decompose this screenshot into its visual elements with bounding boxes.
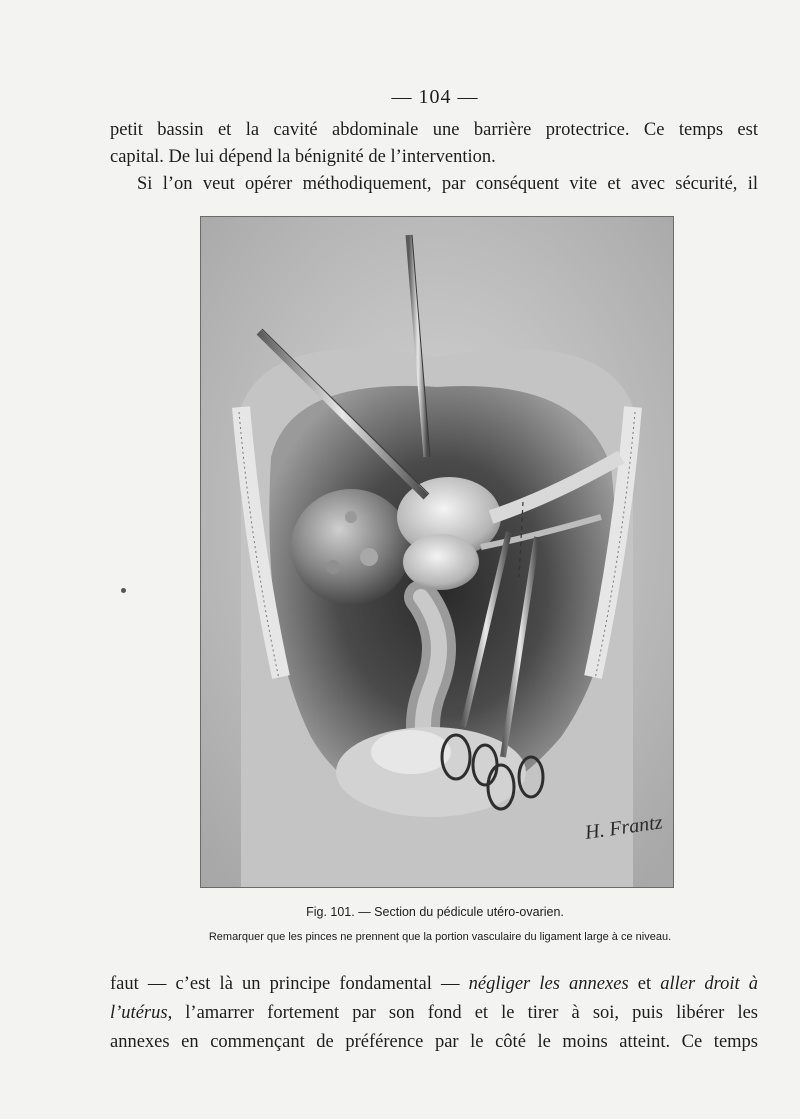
- figure-caption-title: Fig. 101. — Section du pédicule utéro-ovarien.: [306, 905, 564, 919]
- paragraph-3-line-1-text-a: faut — c’est là un principe fondamental —: [110, 974, 469, 994]
- paragraph-3-line-2: [110, 999, 758, 1028]
- paragraph-3-line-1: [110, 970, 758, 999]
- paragraph-3-line-1-text-b: et: [628, 974, 661, 994]
- surgical-illustration: [200, 216, 674, 888]
- paragraph-2: [110, 171, 758, 198]
- paragraph-3-line-2-text: , l’amarrer fortement par son fond et le tirer à soi, puis libérer les: [167, 1003, 758, 1023]
- paragraph-3: [110, 970, 758, 1057]
- paragraph-2-line-1: Si l’on veut opérer méthodiquement, par conséquent vite et avec sécurité, il: [137, 174, 758, 194]
- emphasis-negliger: négliger les annexes: [468, 974, 629, 994]
- emphasis-aller-droit: aller droit à: [660, 974, 758, 994]
- paragraph-1-line-2: capital. De lui dépend la bénignité de l’intervention.: [110, 147, 496, 167]
- page-number: — 104 —: [391, 86, 479, 108]
- margin-dot: [121, 588, 126, 593]
- emphasis-uterus: l’utérus: [110, 1003, 168, 1023]
- paragraph-1: [110, 117, 758, 171]
- artist-signature: H. Frantz: [583, 811, 664, 844]
- figure-caption-note: Remarquer que les pinces ne prennent que la portion vasculaire du ligament large à ce niveau.: [208, 931, 672, 943]
- paragraph-3-line-3: annexes en commençant de préférence par le côté le moins atteint. Ce temps: [110, 1032, 758, 1052]
- paragraph-1-line-1: petit bassin et la cavité abdominale une barrière protectrice. Ce temps est: [110, 120, 758, 140]
